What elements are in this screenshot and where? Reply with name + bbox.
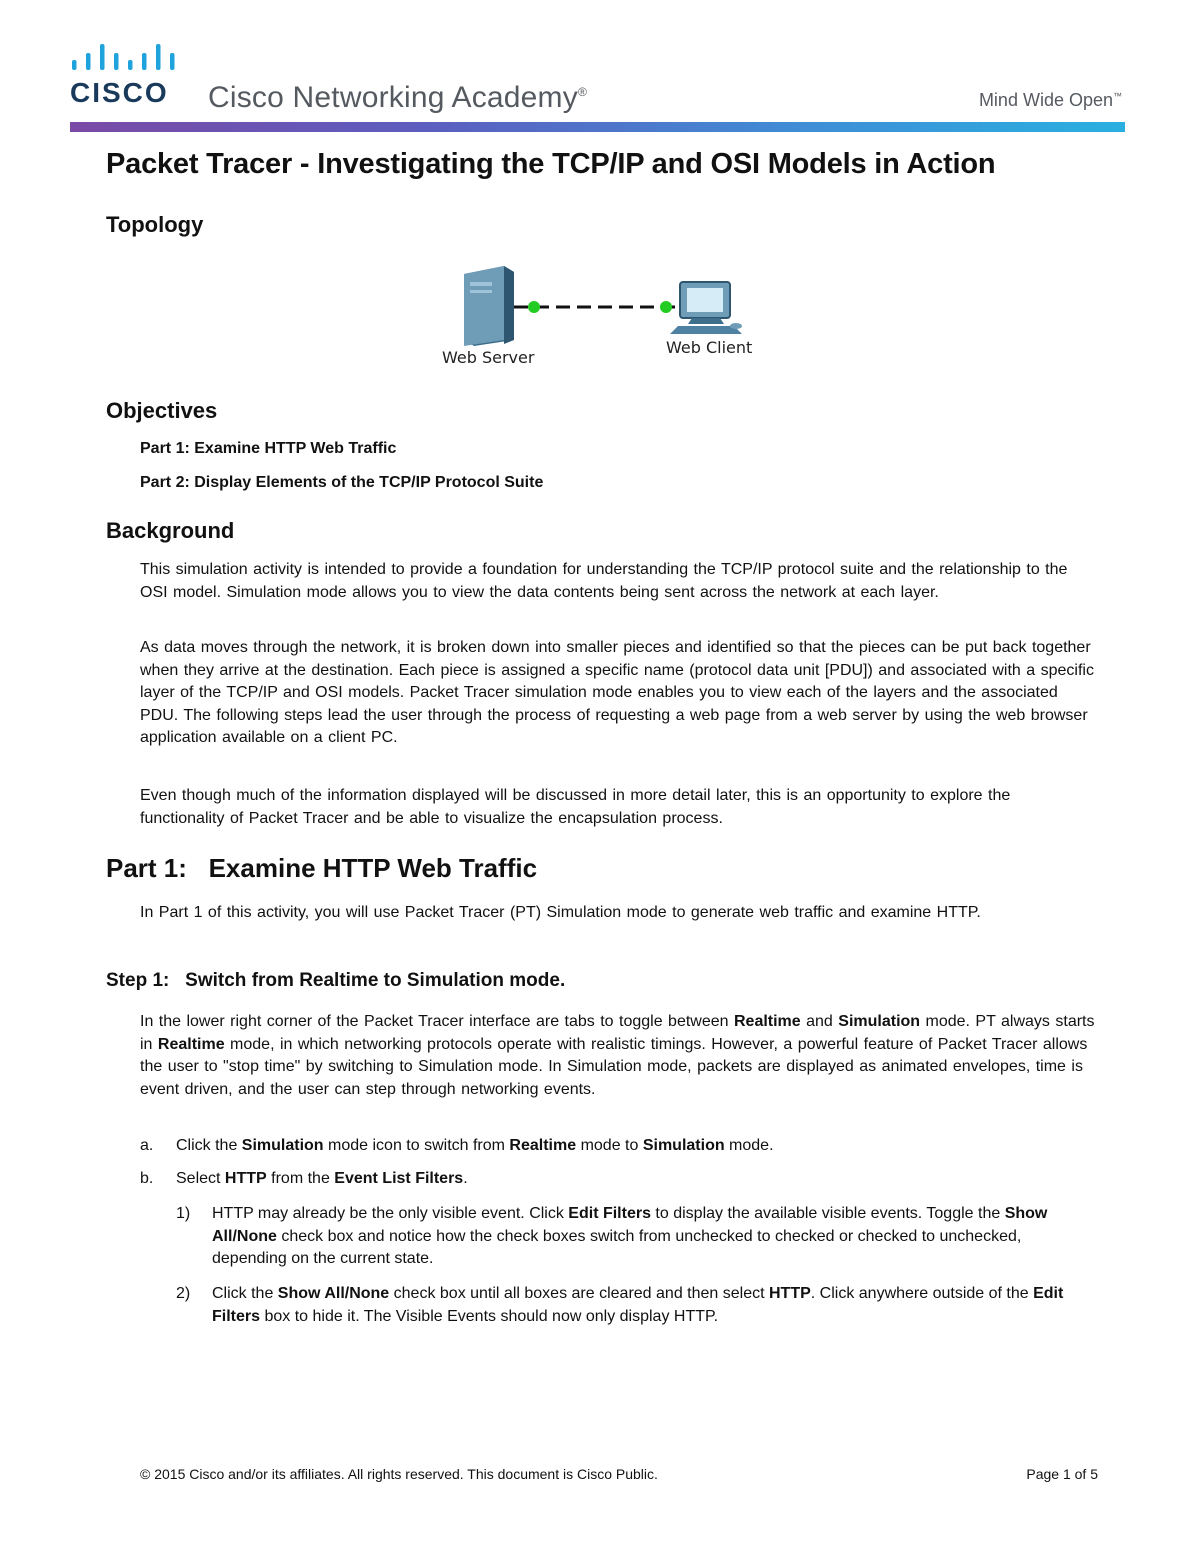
part1-intro: In Part 1 of this activity, you will use Packet Tracer (PT) Simulation mode to generate web traffic and examine HTTP. <box>140 904 981 921</box>
list-text: Click the Simulation mode icon to switch from Realtime mode to Simulation mode. <box>176 1137 774 1154</box>
header-rule <box>70 122 1125 132</box>
topology-diagram <box>430 262 790 374</box>
page-title: Packet Tracer - Investigating the TCP/IP and OSI Models in Action <box>106 148 996 180</box>
background-paragraph: As data moves through the network, it is broken down into smaller pieces and identified so that the pieces can be put back together when they arrive at the destination. Each piece is assigned a specific name (protocol data unit [PDU]) and associated with a specific layer of the TCP/IP and OSI models. Packet Tracer simulation mode enables you to view each of the layers and the associated PDU. The following steps lead the user through the process of requesting a web page from a web server by using the web browser application available on a client PC. <box>140 639 1094 746</box>
list-marker: a. <box>140 1137 154 1154</box>
web-client-label: Web Client <box>666 338 753 357</box>
step1-paragraph: In the lower right corner of the Packet Tracer interface are tabs to toggle between Realtime and Simulation mode. PT always starts in Realtime mode, in which networking protocols operate with realistic timings. However, a powerful feature of Packet Tracer allows the user to "stop time" by switching to Simulation mode. In Simulation mode, packets are displayed as animated envelopes, time is event driven, and the user can step through networking events. <box>140 1013 1095 1098</box>
list-marker: b. <box>140 1170 154 1187</box>
background-heading: Background <box>106 518 235 543</box>
background-paragraph: Even though much of the information displayed will be discussed in more detail later, this is an opportunity to explore the functionality of Packet Tracer and be able to visualize the encapsulation process. <box>140 787 1011 827</box>
cisco-bars-logo-icon <box>72 44 180 76</box>
footer-page-number: Page 1 of 5 <box>1026 1466 1098 1482</box>
page-header <box>0 0 1200 140</box>
web-server-icon <box>464 266 514 346</box>
cisco-wordmark: CISCO <box>70 77 169 108</box>
objective-item: Part 1: Examine HTTP Web Traffic <box>140 440 397 457</box>
background-paragraph: This simulation activity is intended to provide a foundation for understanding the TCP/IP protocol suite and the relationship to the OSI model. Simulation mode allows you to view the data contents being sent across the network at each layer. <box>140 561 1068 601</box>
step1-heading: Step 1: Switch from Realtime to Simulation mode. <box>106 970 566 991</box>
server-link-light-icon <box>528 301 540 313</box>
web-client-icon <box>670 282 742 334</box>
list-text: Click the Show All/None check box until all boxes are cleared and then select HTTP. Click anywhere outside of the Edit Filters box to hide it. The Visible Events should now only display HTTP. <box>212 1285 1064 1325</box>
list-text: Select HTTP from the Event List Filters. <box>176 1170 468 1187</box>
topology-heading: Topology <box>106 212 204 237</box>
list-text: HTTP may already be the only visible event. Click Edit Filters to display the available visible events. Toggle the Show All/None check box and notice how the check boxes switch from unchecked to checked or checked to unchecked, depending on the current state. <box>212 1205 1048 1267</box>
web-server-label: Web Server <box>442 348 535 367</box>
objectives-heading: Objectives <box>106 398 218 423</box>
objective-item: Part 2: Display Elements of the TCP/IP Protocol Suite <box>140 474 544 491</box>
part1-heading: Part 1: Examine HTTP Web Traffic <box>106 853 538 883</box>
client-link-light-icon <box>660 301 672 313</box>
list-marker: 1) <box>176 1205 191 1222</box>
footer-copyright: © 2015 Cisco and/or its affiliates. All rights reserved. This document is Cisco Public. <box>140 1466 658 1482</box>
academy-name: Cisco Networking Academy® <box>208 81 587 114</box>
tagline: Mind Wide Open™ <box>978 90 1122 110</box>
list-marker: 2) <box>176 1285 191 1302</box>
